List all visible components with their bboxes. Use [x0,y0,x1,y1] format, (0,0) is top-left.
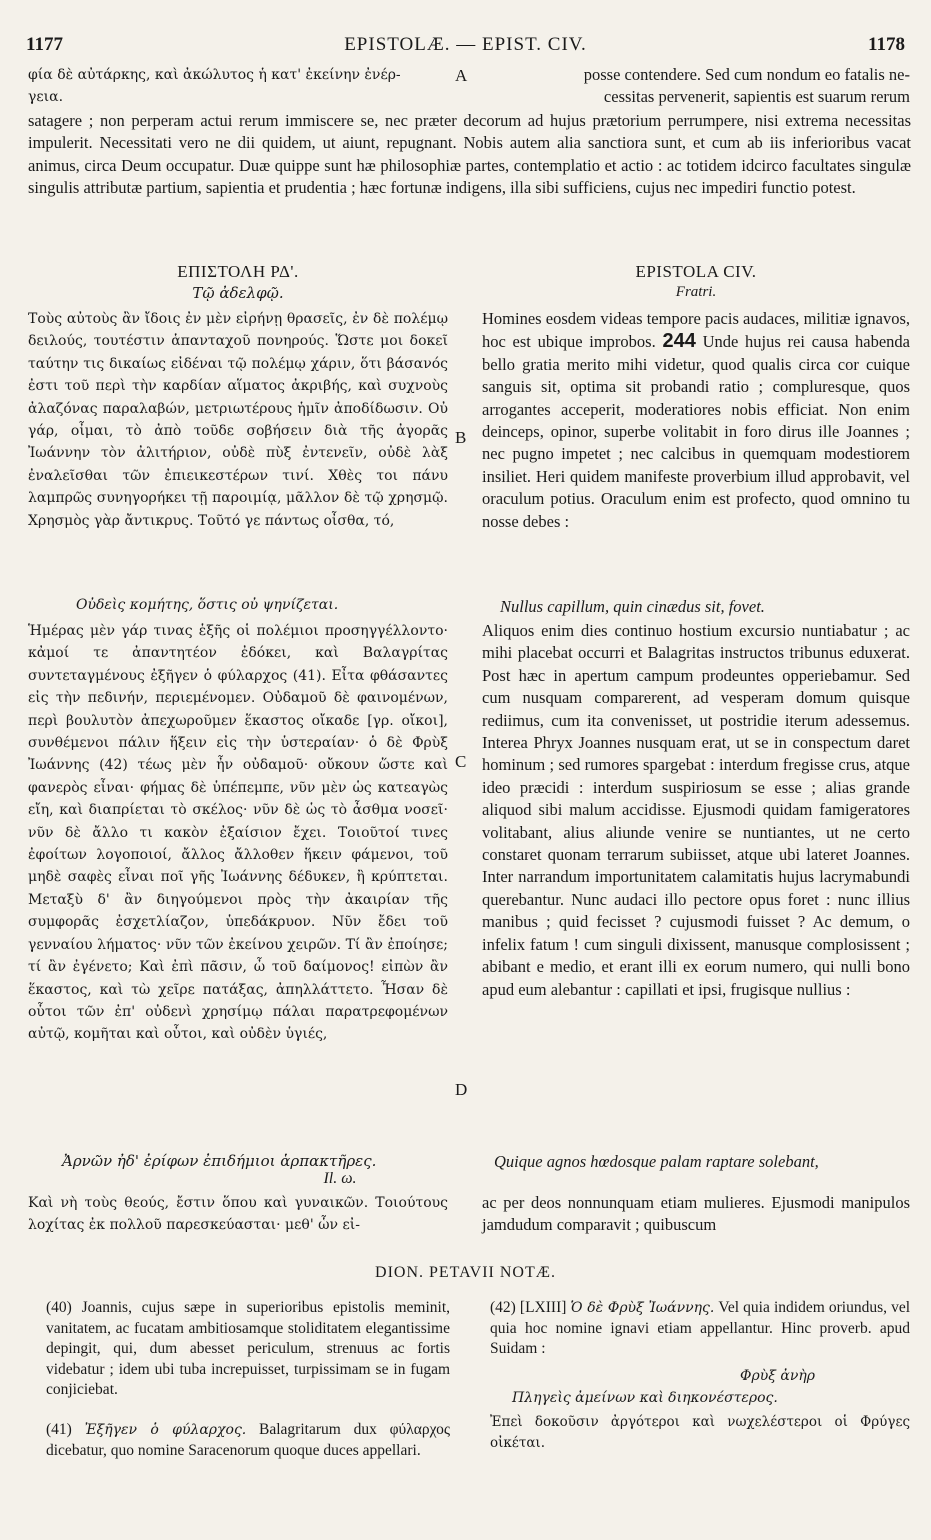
note-41-greek: Ἐξῆγεν ὁ φύλαρχος. [84,1422,247,1438]
latin-line: posse contendere. Sed cum nondum eo fatalis ne- [583,65,910,84]
running-title: EPISTOLÆ. — EPIST. CIV. [344,34,587,55]
latin-paragraph-1a: Homines eosdem videas tempore pacis audaces, militiæ ignavos, hoc est ubique improbos. [482,309,910,352]
note-42 [490,1298,910,1360]
latin-paragraph-1b: Unde hujus rei causa habenda bello gratia merito mihi videtur, quod qualis circa cor cuique sanguis sit, optima sit probandi ratio ; compluresque, quos arrogantes acceperit, moderatiores nobis efficiat. Non enim deinceps, opinor, superbe volitabit in foro dirus ille Joannes ; nec pugno impetet ; nec calcibus in quemquam modestiorem insiliet. Heri quidem manifeste proverbium illud approbavit, vel oraculum potius. Oraculum enim est profecto, quod omnino tu nosse debes : [482,332,910,531]
greek-line: γεια. [28,89,64,106]
margin-marker-a: A [455,66,468,85]
margin-marker-b: B [455,428,467,447]
note-42-verse-1: Φρὺξ ἀνὴρ [740,1368,815,1384]
note-40: (40) Joannis, cujus sæpe in superioribus epistolis meminit, vanitatem, ac fucatam ambitiosamque stoliditatem elegantissime depingit, qui, dum abesset periculum, strenuus ac fortis videbatur ; idem ubi tuba increpuisset, turpissimam se in fugam conjiciebat. [46,1299,450,1398]
greek-addressee: Τῷ ἀδελφῷ. [192,284,284,302]
greek-paragraph-2: Ἡμέρας μὲν γάρ τινας ἑξῆς οἱ πολέμιοι προσηγγέλλοντο· κἀμοί τε ἀπαντητέον ἐδόκει, καὶ Βαλαγρίτας συντεταγμένους ἐξῆγεν ὁ φύλαρχος (41). Εἶτα φθάσαντες εἰς τὴν πεδινήν, περιεμένομεν. Οὐδαμοῦ δὲ φαινομένων, περὶ βουλυτὸν ἀπεχωροῦμεν ἕκαστος οἴκαδε [γρ. οἴκοι], συνθέμενοι πάλιν ἥξειν εἰς τὴν ὑστεραίαν· ὁ δὲ Φρὺξ Ἰωάννης (42) τέως μὲν ἦν οὐδαμοῦ· οὔκουν ὥστε καὶ φανερὸς εἶναι· φήμας δὲ ὑπέπεμπε, νῦν μὲν ὡς κατεαγὼς εἴη, καὶ διαπρίεται τὸ σκέλος· νῦν δὲ ὡς τὸ ἆσθμα νοσεῖ· νῦν δὲ ἄλλο τι κακὸν ἐξαίσιον ἔχει. Τοιοῦτοί τινες ἐφοίτων λογοποιοί, ἄλλος ἄλλοθεν ἥκειν φάμενοι, τοῦ μηδὲ σαφὲς εἶναι ποῖ γῆς Ἰωάννης δέδυκεν, ἢ κρύπτεται. Μεταξὺ δ' ἂν διηγούμενοι πρὸς τὴν ἀκαιρίαν τῆς συμφορᾶς ἐσχετλίαζον, ὑπεδάκρυον. Νῦν ἔδει τοῦ γενναίου λήματος· νῦν τῶν ἐκείνου χειρῶν. Τί ἂν ἐποίησε; τί ἂν ἐγένετο; Καὶ ἐπὶ πᾶσιν, ὦ τοῦ δαίμονος! εἰπὼν ἂν ἕκαστος, καὶ τὼ χεῖρε πατάξας, ἀπηλλάττετο. Ἦσαν δὲ οὗτοι τῶν ἐπ' οὐδενὶ χρησίμῳ πάλαι παρατρεφομένων αὐτῷ, κομῆται καὶ οὗτοι, καὶ οὐδὲν ὑγιές, [28,623,448,1043]
greek-verse-2-reference: Il. ω. [323,1170,357,1187]
latin-paragraph-2: Aliquos enim dies continuo hostium excursio nuntiabatur ; ac mihi placebat occurri et Balagritas instructos tribunus eduxerat. Post hæc in apertum campum prodeuntes opperiebamur. Sed cum nusquam comparerent, ad vesperam domum quisque rediimus, cum ita convenisset, ut postridie iterum adessemus. Interea Phryx Joannes nusquam erat, ut se in conspectum daret hominum ; sed rumores spargebat : interdum fregisse crus, atque ideo præcidi : interdum suspiriosum se esse ; alias grande aliquod sibi malum accidisse. Ejusmodi quidam famigeratores volitabant, alius aliunde venire se nuntiantes, ut ne certo constaret quonam terrarum subiisset, atque ubi lateret Joannes. Inter narrandum importunitatem calamitatis hujus lacrymabundi querebantur. Nunc audaci illo pectore opus foret : nunc illius manibus ; quid fecisset ? cujusmodi fuisset ? Ac demum, o infelix fatum ! cum singuli dixissent, manusque complosissent ; abibant e medio, et erant illi ex eorum numero, qui nulli bono apud eum alebantur : capillati et ipsi, frugisque nullius : [482,621,910,999]
margin-marker-d: D [455,1080,468,1099]
greek-paragraph-1: Τοὺς αὐτοὺς ἂν ἴδοις ἐν μὲν εἰρήνῃ θρασεῖς, ἐν δὲ πολέμῳ δειλούς, τουτέστιν ἁπανταχοῦ πονηρούς. Ὥστε μοι δοκεῖ ταύτην τις δικαίως εἰδέναι τῷ πολέμῳ χάριν, ὅτι βάσανός ἐστι τοῦ περὶ τὴν καρδίαν αἵματος ἀκριβής, καὶ συχνοὺς ἀλαζόνας παραλαβών, μετριωτέρους ἡμῖν ἀποδίδωσιν. Οὐ γάρ, οἶμαι, τὸ ἀπὸ τοῦδε σοβήσειν διὰ τῆς ἀγορᾶς Ἰωάννην τὸν ἀλιτήριον, οὐδὲ πὺξ ἐντενεῖν, οὐδὲ λὰξ ἐναλεῖσθαι τῶν ἐπιεικεστέρων τινί. Χθὲς τοι πάνυ λαμπρῶς συνηγορήκει τῇ παροιμίᾳ, μᾶλλον δὲ τῷ χρησμῷ. Χρησμὸς γὰρ ἄντικρυς. Τοῦτό γε πάντως οἶσθα, τό, [28,311,448,529]
greek-paragraph-3: Καὶ νὴ τοὺς θεούς, ἔστιν ὅπου καὶ γυναικῶν. Τοιούτους λοχίτας ἐκ πολλοῦ παρεσκεύασται· μεθ' ὧν εἰ- [28,1195,448,1234]
latin-addressee: Fratri. [675,284,717,300]
note-42-verse-2: Πληγεὶς ἀμείνων καὶ διηκονέστερος. [512,1390,778,1406]
note-41 [46,1420,450,1461]
page-number-left: 1177 [26,34,63,55]
greek-line: φία δὲ αὐτάρκης, καὶ ἀκώλυτος ἡ κατ' ἐκείνην ἐνέρ- [28,67,401,83]
latin-paragraph-3: ac per deos nonnunquam etiam mulieres. Ejusmodi manipulos jamdudum comparavit ; quibuscum [482,1193,910,1235]
note-42-tail: Ἐπεὶ δοκοῦσιν ἀργότεροι καὶ νωχελέστεροι οἱ Φρύγες οἰκέται. [490,1414,910,1451]
greek-verse-1: Οὐδεὶς κομήτης, ὅστις οὐ ψηνίζεται. [76,597,339,613]
latin-fullwidth-paragraph: satagere ; non perperam actui rerum immiscere se, nec præter decorum ad hujus prætorium perrumpere, nisi extrema necessitas impulerit. Necessitati vero ne dii quidem, ut aiunt, repugnant. Nobis autem alia sanctiora sunt, et cum ab iis inferioribus vacat animus, circa Deum occupatur. Duæ quippe sunt hæ philosophiæ partes, contemplatio et actio : ac totidem idcirco facultates singulæ singulis attributæ partium, sapientia et prudentia ; hæc fortunæ indigens, illa sibi sufficiens, cujus nec impediri functio potest. [28,111,911,198]
latin-letter-title: EPISTOLA CIV. [635,262,757,281]
note-42-text: Vel quia indidem oriundus, vel quia hoc nomine ignavi etiam appellantur. Hinc proverb. apud Suidam : [490,1299,911,1357]
latin-opening [482,64,910,109]
note-42-number: (42) [LXIII] [490,1299,567,1316]
greek-letter-title: ΕΠΙΣΤΟΛΗ ΡΔ'. [177,262,299,281]
note-41-number: (41) [46,1421,72,1438]
latin-column-paragraph-1 [482,308,910,533]
running-header [26,34,905,62]
latin-line: cessitas pervenerit, sapientis est suarum rerum [603,87,910,107]
note-42-greek: Ὁ δὲ Φρὺξ Ἰωάννης. [570,1300,715,1316]
note-41-text: Balagritarum dux φύλαρχος dicebatur, quo nomine Saracenorum quoque duces appellari. [46,1421,451,1459]
margin-marker-c: C [455,752,467,771]
page-marker-244: 244 [662,330,696,353]
page-number-right: 1178 [868,34,905,55]
greek-verse-2: Ἀρνῶν ἠδ' ἐρίφων ἐπιδήμιοι ἁρπακτῆρες. [62,1152,377,1170]
greek-opening [28,64,448,109]
notes-title: DION. PETAVII NOTÆ. [375,1264,556,1281]
latin-verse-1: Nullus capillum, quin cinædus sit, fovet. [500,597,765,616]
latin-verse-2: Quique agnos hœdosque palam raptare solebant, [494,1152,819,1171]
